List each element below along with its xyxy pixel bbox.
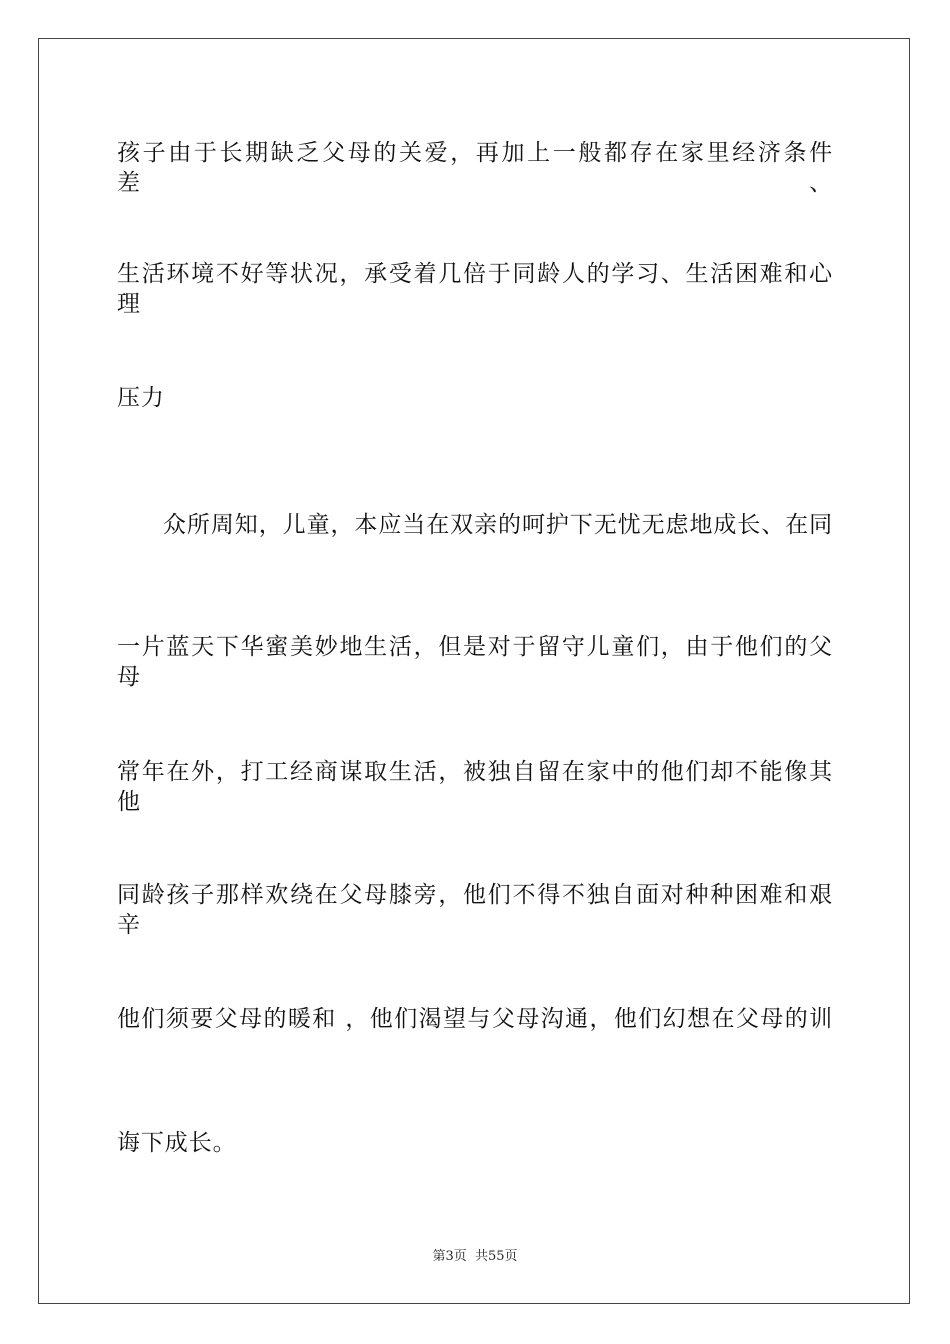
body-text-line: 一片蓝天下华蜜美妙地生活，但是对于留守儿童们，由于他们的父母: [117, 634, 833, 690]
page-number: 第3页: [432, 1249, 467, 1264]
body-text-line: 他们须要父母的暖和 ，他们渴望与父母沟通，他们幻想在父母的训: [117, 1006, 833, 1032]
body-text-line: 生活环境不好等状况，承受着几倍于同龄人的学习、生活困难和心理: [117, 261, 833, 317]
body-text-line: 孩子由于长期缺乏父母的关爱，再加上一般都存在家里经济条件差、: [117, 140, 833, 196]
total-pages: 共55页: [474, 1249, 518, 1264]
paragraph-first-line: 众所周知，儿童，本应当在双亲的呵护下无忧无虑地成长、在同: [163, 512, 833, 538]
body-text-line: 同龄孩子那样欢绕在父母膝旁，他们不得不独自面对种种困难和艰辛: [117, 882, 833, 938]
page-footer: [0, 1248, 950, 1266]
body-text-line: 常年在外，打工经商谋取生活，被独自留在家中的他们却不能像其他: [117, 759, 833, 815]
body-text-line: 压力: [117, 385, 165, 411]
body-text-line: 诲下成长。: [117, 1130, 237, 1156]
